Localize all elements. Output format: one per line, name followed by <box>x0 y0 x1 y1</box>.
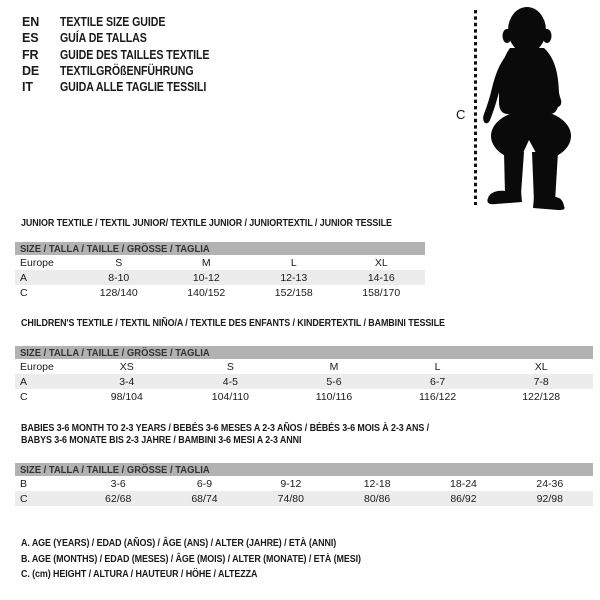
row-label: A <box>20 271 28 284</box>
table-title-text: BABIES 3-6 MONTH TO 2-3 YEARS / BEBÉS 3-6 MESES A 2-3 AÑOS / BÉBÉS 3-6 MOIS À 2-3 ANS / <box>21 422 430 434</box>
table-row-c <box>15 491 593 506</box>
size-header-bar <box>15 463 593 476</box>
language-code: EN <box>22 15 40 30</box>
language-line-es <box>22 30 236 46</box>
footnote-text: A. AGE (YEARS) / EDAD (AÑOS) / ÂGE (ANS) / ALTER (JAHRE) / ETÀ (ANNI) <box>21 537 337 549</box>
footnote-text: C. (cm) HEIGHT / ALTURA / HAUTEUR / HÖHE / ALTEZZA <box>21 568 258 580</box>
guide-title-text: GUÍA DE TALLAS <box>60 31 147 46</box>
size-cell: 8-10 <box>108 271 130 284</box>
size-cell: M <box>201 256 211 269</box>
children-table-title <box>21 318 581 330</box>
babies-size-table <box>15 463 593 506</box>
size-cell: 104/110 <box>211 390 249 403</box>
junior-table-title-line <box>21 218 451 230</box>
language-line-en <box>22 14 236 30</box>
babies-table-title <box>21 423 581 446</box>
size-cell: 12-13 <box>280 271 308 284</box>
table-row-b <box>15 476 593 491</box>
size-cell: XS <box>119 360 134 373</box>
size-cell: L <box>434 360 441 373</box>
junior-table-title <box>21 218 451 230</box>
size-cell: XL <box>374 256 388 269</box>
size-cell: 6-9 <box>196 477 213 490</box>
footnote-list <box>21 537 421 584</box>
row-label: A <box>20 375 28 388</box>
guide-title <box>60 80 232 94</box>
size-cell: 62/68 <box>105 492 132 505</box>
row-label: B <box>20 477 28 490</box>
language-code: DE <box>22 64 40 79</box>
guide-title <box>60 48 236 62</box>
language-code: ES <box>22 31 39 46</box>
size-header-bar <box>15 346 593 359</box>
language-title-list <box>22 14 236 95</box>
size-cell: 80/86 <box>364 492 391 505</box>
footnote-line-c <box>21 568 421 584</box>
guide-title <box>60 64 217 78</box>
baby-silhouette-shapes <box>483 7 571 210</box>
size-cell: S <box>115 256 123 269</box>
row-label: C <box>20 286 28 299</box>
height-measure-label: C <box>456 107 466 122</box>
size-cell: 98/104 <box>110 390 143 403</box>
baby-silhouette <box>466 2 588 214</box>
size-cell: 7-8 <box>533 375 549 388</box>
guide-title <box>60 15 184 29</box>
size-cell: 4-5 <box>222 375 238 388</box>
language-line-de <box>22 63 236 79</box>
babies-table-title-line <box>21 435 581 447</box>
size-cell: 10-12 <box>192 271 220 284</box>
table-title-text: JUNIOR TEXTILE / TEXTIL JUNIOR/ TEXTILE JUNIOR / JUNIORTEXTIL / JUNIOR TESSILE <box>21 217 392 229</box>
table-title-text: CHILDREN'S TEXTILE / TEXTIL NIÑO/A / TEXTILE DES ENFANTS / KINDERTEXTIL / BAMBINI TESSILE <box>21 317 445 329</box>
size-cell: 18-24 <box>450 477 477 490</box>
size-cell: 128/140 <box>99 286 138 299</box>
row-label: Europe <box>20 256 54 269</box>
guide-title-text: TEXTILGRÖßENFÜHRUNG <box>60 64 194 79</box>
size-cell: 9-12 <box>280 477 302 490</box>
size-cell: 116/122 <box>418 390 457 403</box>
size-cell: 12-18 <box>363 477 391 490</box>
size-header-label: SIZE / TALLA / TAILLE / GRÖSSE / TAGLIA <box>20 463 210 476</box>
table-row-c <box>15 285 425 300</box>
size-cell: L <box>290 256 297 269</box>
language-line-fr <box>22 47 236 63</box>
table-title-text: BABYS 3-6 MONATE BIS 2-3 JAHRE / BAMBINI 3-6 MESI A 2-3 ANNI <box>21 433 302 446</box>
size-cell: 122/128 <box>522 390 561 403</box>
language-code: IT <box>22 80 33 95</box>
children-table-title-line <box>21 318 581 330</box>
footnote-line-b <box>21 553 421 569</box>
size-header-label: SIZE / TALLA / TAILLE / GRÖSSE / TAGLIA <box>20 242 210 255</box>
size-cell: 5-6 <box>326 375 342 388</box>
size-cell: 92/98 <box>536 492 563 505</box>
table-row-a <box>15 270 425 285</box>
size-cell: S <box>226 360 234 373</box>
size-header-label: SIZE / TALLA / TAILLE / GRÖSSE / TAGLIA <box>20 346 210 359</box>
size-cell: 14-16 <box>367 271 395 284</box>
guide-title-text: GUIDA ALLE TAGLIE TESSILI <box>60 80 207 95</box>
table-row-europe <box>15 255 425 270</box>
junior-size-table <box>15 242 425 300</box>
guide-title-text: TEXTILE SIZE GUIDE <box>60 15 166 30</box>
row-label: Europe <box>20 360 54 373</box>
language-line-it <box>22 79 236 95</box>
size-cell: 68/74 <box>191 492 218 505</box>
size-cell: 74/80 <box>277 492 304 505</box>
children-size-table <box>15 346 593 404</box>
size-cell: 152/158 <box>274 286 313 299</box>
table-row-c <box>15 389 593 404</box>
row-label: C <box>20 492 28 505</box>
size-cell: 3-6 <box>110 477 126 490</box>
footnote-text: B. AGE (MONTHS) / EDAD (MESES) / ÂGE (MOIS) / ALTER (MONATE) / ETÀ (MESI) <box>21 552 361 565</box>
footnote-line-a <box>21 537 421 553</box>
size-cell: XL <box>534 360 548 373</box>
size-cell: M <box>329 360 339 373</box>
language-code: FR <box>22 47 39 62</box>
size-cell: 110/116 <box>315 390 353 403</box>
size-cell: 24-36 <box>536 477 564 490</box>
size-cell: 158/170 <box>362 286 401 299</box>
size-header-bar <box>15 242 425 255</box>
size-cell: 86/92 <box>450 492 477 505</box>
table-row-europe <box>15 359 593 374</box>
size-cell: 3-4 <box>119 375 135 388</box>
size-cell: 140/152 <box>187 286 226 299</box>
guide-title <box>60 31 162 45</box>
size-cell: 6-7 <box>429 375 446 388</box>
table-row-a <box>15 374 593 389</box>
row-label: C <box>20 390 28 403</box>
guide-title-text: GUIDE DES TAILLES TEXTILE <box>60 47 210 62</box>
